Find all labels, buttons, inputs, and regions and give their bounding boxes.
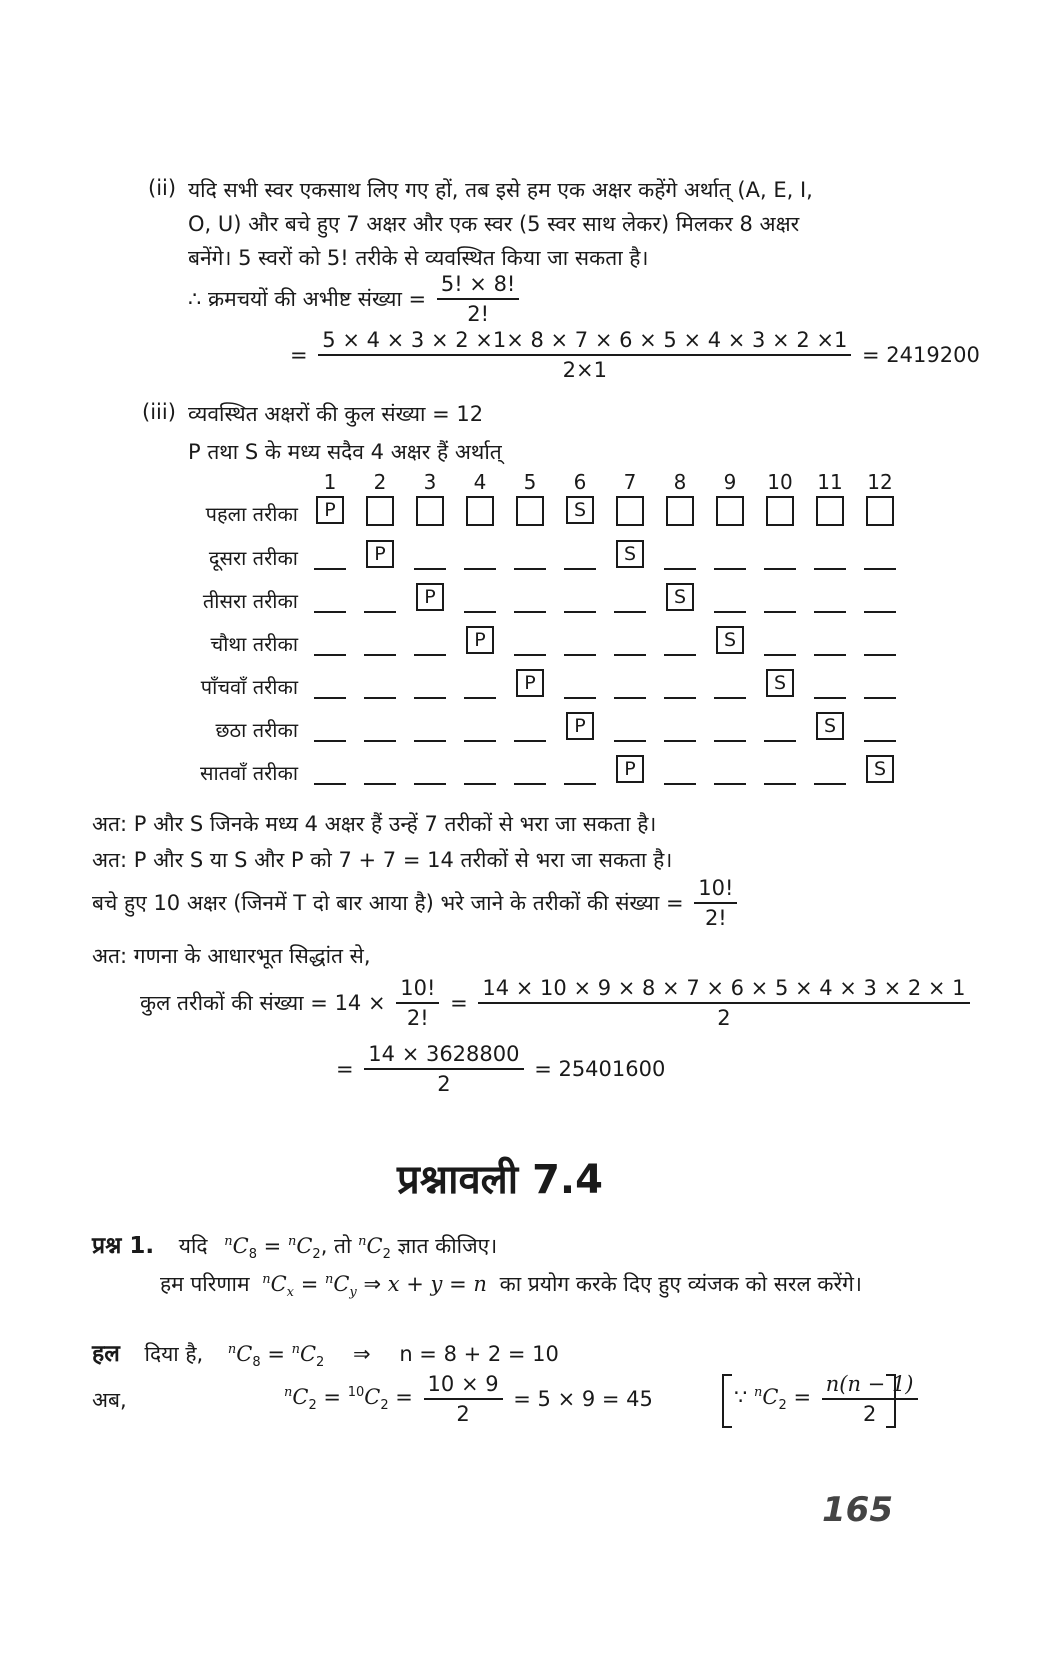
conclusion-line3-denominator: 2!	[704, 906, 727, 930]
bracket-fraction	[822, 1372, 918, 1426]
bracket-numerator: n(n − 1)	[822, 1372, 918, 1400]
solution-text: दिया है,	[144, 1342, 204, 1366]
blank-dash	[814, 568, 846, 570]
column-number: 7	[623, 470, 637, 494]
blank-dash	[664, 697, 696, 699]
calc-line	[284, 1372, 653, 1426]
blank-dash	[314, 654, 346, 656]
blank-dash	[864, 568, 896, 570]
blank-dash	[514, 740, 546, 742]
blank-dash	[564, 697, 596, 699]
part-ii-line3: बनेंगे। 5 स्वरों को 5! तरीके से व्यवस्थित किया जा सकता है।	[188, 246, 649, 270]
column-number: 6	[573, 470, 587, 494]
blank-dash	[614, 697, 646, 699]
calc-numerator: 10 × 9	[424, 1372, 503, 1400]
total-equals: =	[450, 991, 468, 1015]
blank-dash	[314, 611, 346, 613]
blank-dash	[514, 783, 546, 785]
blank-dash	[314, 697, 346, 699]
part-iii-line1: व्यवस्थित अक्षरों की कुल संख्या = 12	[188, 402, 484, 426]
p-letter-box: P	[466, 626, 494, 654]
blank-dash	[764, 568, 796, 570]
eq1-prefix: ∴ क्रमचयों की अभीष्ट संख्या =	[188, 287, 427, 311]
part-iii-label: (iii)	[142, 400, 176, 424]
final-prefix: =	[336, 1057, 354, 1081]
part-ii-line1: यदि सभी स्वर एकसाथ लिए गए हों, तब इसे हम एक अक्षर कहेंगे अर्थात् (A, E, I,	[188, 178, 813, 202]
blank-dash	[414, 654, 446, 656]
total-fraction-2-numerator: 14 × 10 × 9 × 8 × 7 × 6 × 5 × 4 × 3 × 2 × 1	[478, 976, 969, 1004]
blank-dash	[314, 568, 346, 570]
final-result: = 25401600	[534, 1057, 666, 1081]
exercise-heading: प्रश्नावली 7.4	[397, 1157, 603, 1203]
blank-dash	[814, 654, 846, 656]
solution-line	[92, 1336, 559, 1370]
s-letter-box: S	[566, 496, 594, 524]
eq1-numerator: 5! × 8!	[437, 272, 520, 300]
blank-dash	[664, 568, 696, 570]
eq2-numerator: 5 × 4 × 3 × 2 ×1× 8 × 7 × 6 × 5 × 4 × 3 × 2 ×1	[318, 328, 851, 356]
row-label: छठा तरीका	[215, 718, 298, 742]
conclusion-line3	[92, 876, 741, 930]
row-label: सातवाँ तरीका	[199, 761, 298, 785]
column-number: 5	[523, 470, 537, 494]
s-letter-box: S	[866, 755, 894, 783]
blank-dash	[364, 611, 396, 613]
blank-dash	[864, 740, 896, 742]
total-equation	[140, 976, 974, 1030]
s-letter-box: S	[616, 540, 644, 568]
blank-dash	[714, 697, 746, 699]
blank-dash	[414, 740, 446, 742]
eq2	[290, 328, 980, 382]
solution-given-math: $^nC_8 = ^nC_2$	[227, 1342, 325, 1371]
empty-box	[366, 496, 394, 526]
question-1-text: यदि	[178, 1234, 208, 1258]
eq1-denominator: 2!	[467, 302, 489, 326]
p-letter-box: P	[566, 712, 594, 740]
column-number: 11	[817, 470, 843, 494]
hint-text: हम परिणाम	[160, 1272, 250, 1296]
question-1-label: प्रश्न 1.	[92, 1233, 155, 1259]
blank-dash	[714, 611, 746, 613]
question-1-tail: ज्ञात कीजिए।	[397, 1234, 498, 1258]
total-prefix: कुल तरीकों की संख्या = 14 ×	[140, 991, 386, 1015]
hint-tail: का प्रयोग करके दिए हुए व्यंजक को सरल करेंगे।	[499, 1272, 862, 1296]
empty-box	[516, 496, 544, 526]
blank-dash	[864, 654, 896, 656]
row-label: दूसरा तरीका	[208, 546, 298, 570]
hint-math: $^nC_x = ^nC_y$ ⇒ x + y = n	[262, 1272, 487, 1301]
calc-denominator: 2	[456, 1402, 470, 1426]
column-number: 9	[723, 470, 737, 494]
total-fraction-1-numerator: 10!	[396, 976, 439, 1004]
column-number: 1	[323, 470, 337, 494]
blank-dash	[664, 783, 696, 785]
blank-dash	[864, 697, 896, 699]
empty-box	[666, 496, 694, 526]
blank-dash	[514, 568, 546, 570]
blank-dash	[564, 568, 596, 570]
p-letter-box: P	[616, 755, 644, 783]
part-ii-line2: O, U) और बचे हुए 7 अक्षर और एक स्वर (5 स्वर साथ लेकर) मिलकर 8 अक्षर	[188, 212, 800, 236]
empty-box	[866, 496, 894, 526]
question-1-math: $^nC_8 = ^nC_2$, तो $^nC_2$	[224, 1234, 391, 1263]
blank-dash	[464, 740, 496, 742]
hint-line	[160, 1270, 862, 1300]
blank-dash	[464, 783, 496, 785]
eq2-result: = 2419200	[862, 343, 980, 367]
empty-box	[816, 496, 844, 526]
right-bracket	[886, 1374, 896, 1428]
total-fraction-1	[396, 976, 439, 1030]
empty-box	[466, 496, 494, 526]
solution-label: हल	[92, 1341, 120, 1367]
eq2-fraction	[318, 328, 851, 382]
calc-lhs: $^nC_2 = ^{10}C_2$ =	[284, 1384, 420, 1414]
column-number: 8	[673, 470, 687, 494]
blank-dash	[614, 740, 646, 742]
blank-dash	[814, 783, 846, 785]
row-label: पहला तरीका	[205, 502, 298, 526]
because-math: ∵ $^nC_2$ =	[734, 1384, 812, 1414]
blank-dash	[314, 740, 346, 742]
bracket-denominator: 2	[862, 1402, 877, 1426]
blank-dash	[464, 697, 496, 699]
calc-result: = 5 × 9 = 45	[513, 1387, 653, 1411]
blank-dash	[414, 783, 446, 785]
blank-dash	[614, 654, 646, 656]
blank-dash	[814, 697, 846, 699]
blank-dash	[364, 654, 396, 656]
p-letter-box: P	[516, 669, 544, 697]
blank-dash	[764, 654, 796, 656]
blank-dash	[714, 740, 746, 742]
eq2-prefix: =	[290, 343, 308, 367]
total-fraction-2-denominator: 2	[717, 1006, 731, 1030]
blank-dash	[514, 654, 546, 656]
final-numerator: 14 × 3628800	[364, 1042, 523, 1070]
final-fraction	[364, 1042, 523, 1096]
conclusion-line3-numerator: 10!	[694, 876, 737, 904]
column-number: 4	[473, 470, 487, 494]
column-number: 10	[767, 470, 793, 494]
row-label: तीसरा तरीका	[202, 589, 298, 613]
column-number: 12	[867, 470, 893, 494]
eq1-fraction	[437, 272, 520, 326]
s-letter-box: S	[766, 669, 794, 697]
blank-dash	[564, 783, 596, 785]
row-label: पाँचवाँ तरीका	[200, 675, 298, 699]
s-letter-box: S	[816, 712, 844, 740]
p-letter-box: P	[416, 583, 444, 611]
blank-dash	[864, 611, 896, 613]
empty-box	[416, 496, 444, 526]
column-number: 2	[373, 470, 387, 494]
conclusion-line4: अत: गणना के आधारभूत सिद्धांत से,	[92, 944, 371, 968]
conclusion-line3-fraction	[694, 876, 737, 930]
blank-dash	[664, 654, 696, 656]
total-fraction-1-denominator: 2!	[406, 1006, 429, 1030]
blank-dash	[464, 611, 496, 613]
blank-dash	[414, 697, 446, 699]
page-number: 165	[822, 1490, 893, 1530]
s-letter-box: S	[716, 626, 744, 654]
conclusion-line3-text: बचे हुए 10 अक्षर (जिनमें T दो बार आया है) भरे जाने के तरीकों की संख्या =	[92, 891, 684, 915]
blank-dash	[764, 740, 796, 742]
solution-equation: n = 8 + 2 = 10	[399, 1342, 559, 1366]
blank-dash	[364, 783, 396, 785]
blank-dash	[564, 654, 596, 656]
blank-dash	[764, 783, 796, 785]
implies-symbol: ⇒	[353, 1342, 371, 1366]
blank-dash	[364, 697, 396, 699]
blank-dash	[514, 611, 546, 613]
total-fraction-2	[478, 976, 969, 1030]
blank-dash	[464, 568, 496, 570]
eq2-denominator: 2×1	[562, 358, 607, 382]
empty-box	[616, 496, 644, 526]
conclusion-line1: अत: P और S जिनके मध्य 4 अक्षर हैं उन्हें 7 तरीकों से भरा जा सकता है।	[92, 812, 657, 836]
p-letter-box: P	[316, 496, 344, 524]
calc-fraction	[424, 1372, 503, 1426]
left-bracket	[722, 1374, 732, 1428]
blank-dash	[714, 568, 746, 570]
column-number: 3	[423, 470, 437, 494]
blank-dash	[614, 611, 646, 613]
blank-dash	[414, 568, 446, 570]
eq1	[188, 272, 523, 326]
final-denominator: 2	[437, 1072, 451, 1096]
empty-box	[766, 496, 794, 526]
blank-dash	[714, 783, 746, 785]
s-letter-box: S	[666, 583, 694, 611]
p-letter-box: P	[366, 540, 394, 568]
blank-dash	[814, 611, 846, 613]
part-ii-label: (ii)	[148, 176, 177, 200]
row-label: चौथा तरीका	[210, 632, 298, 656]
final-equation	[336, 1042, 665, 1096]
now-label: अब,	[92, 1388, 127, 1412]
blank-dash	[564, 611, 596, 613]
blank-dash	[314, 783, 346, 785]
blank-dash	[764, 611, 796, 613]
part-iii-line2: P तथा S के मध्य सदैव 4 अक्षर हैं अर्थात्	[188, 440, 502, 464]
blank-dash	[364, 740, 396, 742]
conclusion-line2: अत: P और S या S और P को 7 + 7 = 14 तरीकों से भरा जा सकता है।	[92, 848, 673, 872]
question-1	[92, 1228, 497, 1262]
blank-dash	[664, 740, 696, 742]
empty-box	[716, 496, 744, 526]
